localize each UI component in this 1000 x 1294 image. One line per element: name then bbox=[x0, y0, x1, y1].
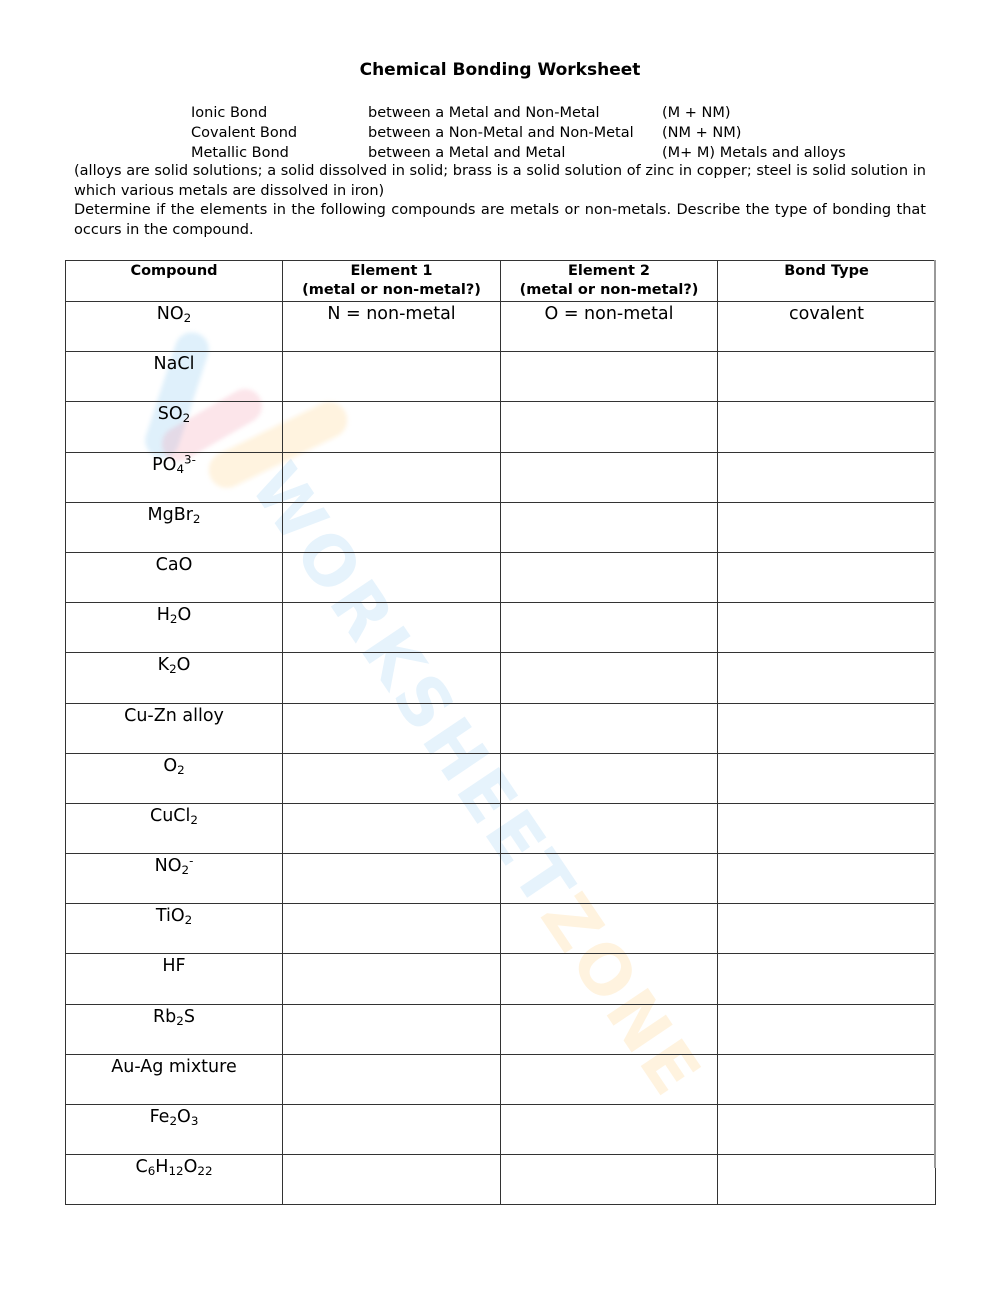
compound-cell bbox=[66, 603, 283, 653]
table-row bbox=[66, 1105, 936, 1155]
bond-type-answer-cell[interactable]: covalent bbox=[718, 302, 936, 352]
formula-part: S bbox=[183, 1006, 195, 1027]
compound-cell bbox=[66, 703, 283, 753]
formula-part: 2 bbox=[181, 863, 190, 878]
table-row bbox=[66, 954, 936, 1004]
element-1-answer-cell[interactable]: N = non-metal bbox=[283, 302, 501, 352]
element-2-answer-cell[interactable] bbox=[501, 1105, 718, 1155]
page-title: Chemical Bonding Worksheet bbox=[359, 60, 641, 80]
table-row bbox=[66, 1054, 936, 1104]
formula-part: 2 bbox=[169, 1113, 178, 1128]
table-row bbox=[66, 753, 936, 803]
element-1-answer-cell[interactable] bbox=[283, 352, 501, 402]
element-1-answer-cell[interactable] bbox=[283, 402, 501, 452]
table-row bbox=[66, 552, 936, 602]
formula-part: C bbox=[135, 1157, 148, 1178]
bond-type-answer-cell[interactable] bbox=[718, 854, 936, 904]
compound-cell bbox=[66, 552, 283, 602]
formula-part: O bbox=[177, 605, 192, 626]
element-2-answer-cell[interactable] bbox=[501, 452, 718, 502]
definition-description: between a Metal and Metal bbox=[368, 145, 566, 161]
element-2-answer-cell[interactable] bbox=[501, 753, 718, 803]
bond-type-answer-cell[interactable] bbox=[718, 703, 936, 753]
compound-cell bbox=[66, 302, 283, 352]
element-2-answer-cell[interactable] bbox=[501, 904, 718, 954]
bonding-table bbox=[65, 260, 936, 1205]
formula-part: SO bbox=[157, 404, 183, 425]
element-2-answer-cell[interactable]: O = non-metal bbox=[501, 302, 718, 352]
header-element-1: Element 1 (metal or non-metal?) bbox=[283, 261, 501, 302]
element-2-answer-cell[interactable] bbox=[501, 1004, 718, 1054]
element-1-answer-cell[interactable] bbox=[283, 1004, 501, 1054]
compound-cell bbox=[66, 1105, 283, 1155]
table-body bbox=[66, 302, 936, 1205]
instructions: Determine if the elements in the following compounds are metals or non-metals. Describe the type of bonding that occurs in the compound. bbox=[74, 202, 926, 238]
element-2-answer-cell[interactable] bbox=[501, 803, 718, 853]
bond-type-answer-cell[interactable] bbox=[718, 1054, 936, 1104]
formula-part: HF bbox=[162, 956, 186, 977]
formula-part: 2 bbox=[184, 913, 193, 928]
formula-part: CaO bbox=[155, 554, 193, 575]
table-row bbox=[66, 703, 936, 753]
definition-description: between a Non-Metal and Non-Metal bbox=[368, 125, 634, 141]
formula-part: O bbox=[177, 1107, 191, 1127]
element-1-answer-cell[interactable] bbox=[283, 904, 501, 954]
compound-cell bbox=[66, 904, 283, 954]
formula-part: K bbox=[157, 655, 170, 676]
definition-abbreviation: (M+ M) Metals and alloys bbox=[662, 145, 846, 161]
header-bond-type: Bond Type bbox=[718, 261, 936, 302]
element-1-answer-cell[interactable] bbox=[283, 753, 501, 803]
formula-part: 6 bbox=[147, 1164, 156, 1179]
table-row bbox=[66, 452, 936, 502]
compound-cell bbox=[66, 452, 283, 502]
bond-type-answer-cell[interactable] bbox=[718, 603, 936, 653]
element-2-answer-cell[interactable] bbox=[501, 703, 718, 753]
formula-part: 2 bbox=[190, 812, 198, 827]
element-1-answer-cell[interactable] bbox=[283, 1155, 501, 1205]
element-1-answer-cell[interactable] bbox=[283, 653, 501, 703]
table-row bbox=[66, 352, 936, 402]
element-2-answer-cell[interactable] bbox=[501, 603, 718, 653]
alloy-note: (alloys are solid solutions; a solid dissolved in solid; brass is a solid solution of zinc in copper; steel is solid solution in which various metals are dissolved in iron) bbox=[74, 163, 926, 199]
compound-cell bbox=[66, 402, 283, 452]
element-1-answer-cell[interactable] bbox=[283, 1054, 501, 1104]
table-row bbox=[66, 1155, 936, 1205]
compound-cell bbox=[66, 954, 283, 1004]
formula-part: O bbox=[183, 1157, 198, 1178]
element-1-answer-cell[interactable] bbox=[283, 452, 501, 502]
compound-cell bbox=[66, 1054, 283, 1104]
definition-name: Ionic Bond bbox=[191, 105, 268, 121]
formula-part: TiO bbox=[155, 906, 185, 927]
compound-cell bbox=[66, 803, 283, 853]
table-row bbox=[66, 854, 936, 904]
table-right-edge bbox=[934, 260, 936, 1168]
table-row bbox=[66, 603, 936, 653]
bond-type-answer-cell[interactable] bbox=[718, 452, 936, 502]
table-row bbox=[66, 803, 936, 853]
element-2-answer-cell[interactable] bbox=[501, 352, 718, 402]
element-2-answer-cell[interactable] bbox=[501, 402, 718, 452]
element-2-answer-cell[interactable] bbox=[501, 653, 718, 703]
bond-type-answer-cell[interactable] bbox=[718, 904, 936, 954]
bond-type-answer-cell[interactable] bbox=[718, 954, 936, 1004]
definition-name: Metallic Bond bbox=[191, 145, 289, 161]
table-row bbox=[66, 653, 936, 703]
element-1-answer-cell[interactable] bbox=[283, 1105, 501, 1155]
table-row bbox=[66, 302, 936, 352]
element-2-answer-cell[interactable] bbox=[501, 502, 718, 552]
header-element-2: Element 2 (metal or non-metal?) bbox=[501, 261, 718, 302]
formula-part: 2 bbox=[177, 762, 185, 777]
formula-part: 2 bbox=[169, 662, 177, 677]
formula-part: Rb bbox=[153, 1006, 177, 1027]
bond-type-answer-cell[interactable] bbox=[718, 803, 936, 853]
bond-type-answer-cell[interactable] bbox=[718, 402, 936, 452]
formula-part: NO bbox=[156, 304, 184, 324]
table-header-row bbox=[66, 261, 936, 302]
compound-cell bbox=[66, 352, 283, 402]
bond-type-answer-cell[interactable] bbox=[718, 753, 936, 803]
bond-type-answer-cell[interactable] bbox=[718, 1105, 936, 1155]
formula-part: 2 bbox=[182, 411, 191, 426]
formula-part: CuCl bbox=[150, 805, 191, 826]
element-2-answer-cell[interactable] bbox=[501, 954, 718, 1004]
table-row bbox=[66, 502, 936, 552]
formula-part: MgBr bbox=[147, 504, 193, 525]
formula-part: 2 bbox=[176, 1013, 184, 1028]
formula-part: NaCl bbox=[153, 354, 195, 375]
compound-cell bbox=[66, 753, 283, 803]
element-2-answer-cell[interactable] bbox=[501, 1155, 718, 1205]
element-1-answer-cell[interactable] bbox=[283, 552, 501, 602]
formula-part: NO bbox=[154, 856, 182, 877]
bond-type-answer-cell[interactable] bbox=[718, 502, 936, 552]
element-1-answer-cell[interactable] bbox=[283, 603, 501, 653]
table-row bbox=[66, 904, 936, 954]
formula-part: O bbox=[163, 755, 178, 776]
table-row bbox=[66, 402, 936, 452]
compound-cell bbox=[66, 854, 283, 904]
element-2-answer-cell[interactable] bbox=[501, 552, 718, 602]
definition-name: Covalent Bond bbox=[191, 125, 298, 141]
bond-type-answer-cell[interactable] bbox=[718, 1155, 936, 1205]
element-2-answer-cell[interactable] bbox=[501, 854, 718, 904]
bond-type-answer-cell[interactable] bbox=[718, 653, 936, 703]
element-1-answer-cell[interactable] bbox=[283, 502, 501, 552]
element-1-answer-cell[interactable] bbox=[283, 954, 501, 1004]
formula-part: Fe bbox=[149, 1107, 170, 1127]
watermark-text: WORKSHEETZONE bbox=[234, 450, 717, 1113]
bond-type-answer-cell[interactable] bbox=[718, 1004, 936, 1054]
element-1-answer-cell[interactable] bbox=[283, 703, 501, 753]
compound-cell bbox=[66, 502, 283, 552]
element-2-answer-cell[interactable] bbox=[501, 1054, 718, 1104]
compound-cell bbox=[66, 653, 283, 703]
formula-part: - bbox=[189, 853, 194, 868]
formula-part: 3 bbox=[190, 1113, 199, 1128]
bond-type-answer-cell[interactable] bbox=[718, 352, 936, 402]
element-1-answer-cell[interactable] bbox=[283, 854, 501, 904]
table-row bbox=[66, 1004, 936, 1054]
formula-part: 2 bbox=[183, 310, 192, 325]
element-1-answer-cell[interactable] bbox=[283, 803, 501, 853]
formula-part: PO bbox=[152, 454, 177, 475]
formula-part: 3- bbox=[184, 452, 196, 467]
header-compound: Compound bbox=[66, 261, 283, 302]
formula-part: 2 bbox=[169, 612, 178, 627]
bond-type-answer-cell[interactable] bbox=[718, 552, 936, 602]
formula-part: H bbox=[155, 1157, 169, 1178]
formula-part: Cu-Zn alloy bbox=[124, 705, 224, 726]
definition-abbreviation: (M + NM) bbox=[662, 105, 731, 121]
formula-part: Au-Ag mixture bbox=[111, 1056, 237, 1077]
formula-part: 4 bbox=[176, 461, 185, 476]
formula-part: O bbox=[176, 655, 191, 676]
formula-part: 22 bbox=[197, 1164, 213, 1179]
definition-abbreviation: (NM + NM) bbox=[662, 125, 742, 141]
formula-part: H bbox=[156, 605, 170, 626]
formula-part: 2 bbox=[192, 511, 201, 526]
compound-cell bbox=[66, 1004, 283, 1054]
compound-cell bbox=[66, 1155, 283, 1205]
definition-description: between a Metal and Non-Metal bbox=[368, 105, 600, 121]
formula-part: 12 bbox=[168, 1164, 184, 1179]
